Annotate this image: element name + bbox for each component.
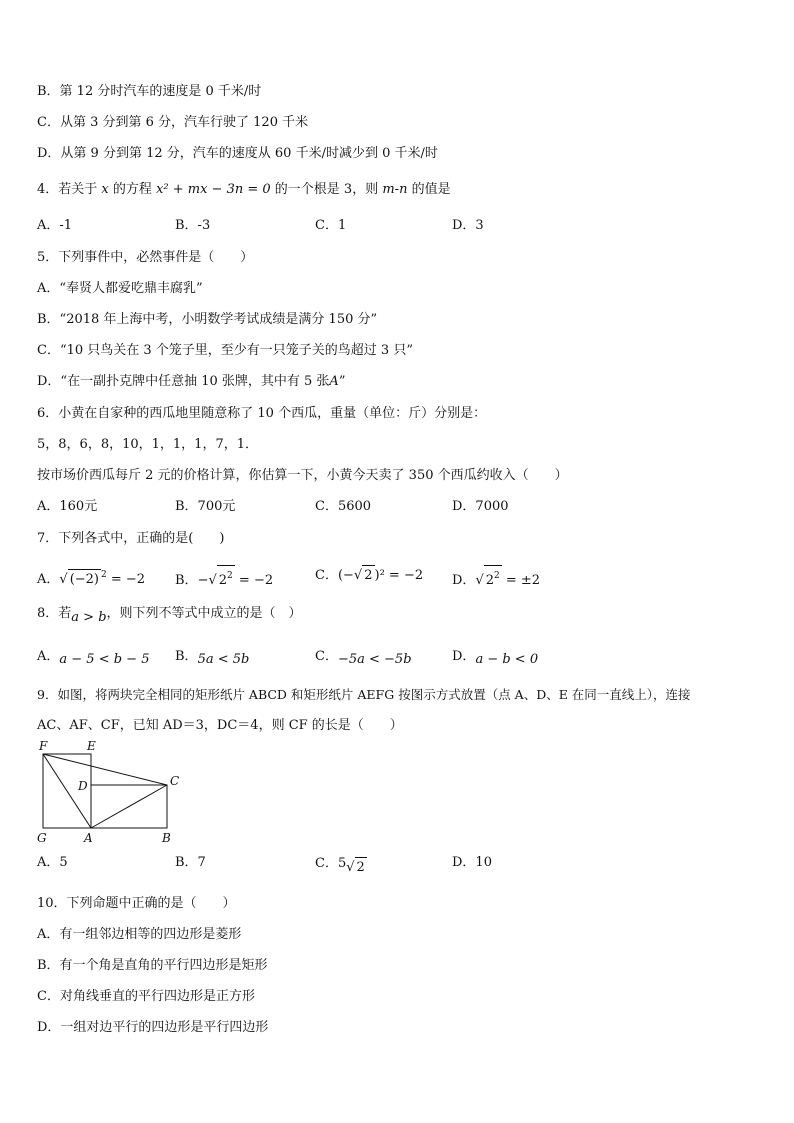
q4-expression: m-n [382,182,408,197]
q6-option-a: A．160元 [37,499,98,514]
q9-option-a: A．5 [37,855,68,870]
q9-option-c [315,853,367,874]
q4-option-c: C．1 [315,218,347,233]
q5-option-d-text: D．“在一副扑克牌中任意抽 10 张牌，其中有 5 张 [37,374,330,389]
q8-option-b [175,647,249,667]
q4-option-b: B．-3 [175,218,211,233]
q9-stem-2: AC、AF、CF，已知 AD＝3，DC＝4，则 CF 的长是（ ） [37,718,403,733]
q7-option-c-rhs: )² = −2 [374,568,424,583]
q9-option-b: B．7 [175,855,206,870]
q7-option-b-radicand: $2^2$ [217,565,235,591]
q4-stem-b: 的方程 [112,182,152,197]
q6-stem-2: 5，8，6，8，10，1，1，1，7，1． [37,437,258,452]
sqrt-icon: √ [353,568,363,583]
q4-var-x: x [101,182,109,197]
q10-stem: 10．下列命题中正确的是（ ） [37,896,236,911]
q7-option-b-pre: − [197,573,209,588]
q8-option-c-expr: −5a < −5b [337,652,412,667]
q8-option-c-label: C． [315,649,338,664]
q6-stem-1: 6．小黄在自家种的西瓜地里随意称了 10 个西瓜，重量（单位：斤）分别是： [37,406,487,421]
q8-option-a-expr: a − 5 < b − 5 [59,652,150,667]
q7-option-d-label: D． [452,573,476,588]
q7-option-a: A．√ (−2) $^2$ = −2 [37,565,145,590]
sqrt-icon: √ [208,573,217,588]
q7-option-a-label: A． [37,572,60,587]
q10-option-a: A．有一组邻边相等的四边形是菱形 [37,927,242,942]
q9-stem-1: 9．如图，将两块完全相同的矩形纸片 ABCD 和矩形纸片 AEFG 按图示方式放置（点 A、D、E 在同一直线上），连接 [37,687,691,702]
q4-stem [37,180,451,200]
q7-option-d-radicand: $2^2$ [484,565,502,591]
q5-option-a: A．“奉贤人都爱吃鼎丰腐乳” [37,281,203,296]
q3-option-c: C．从第 3 分到第 6 分，汽车行驶了 120 千米 [37,115,309,130]
segment-ac [91,785,167,828]
q9-option-c-radicand: 2 [355,857,367,878]
q9-option-c-label: C．5 [315,856,347,871]
q8-option-d-expr: a − b < 0 [475,652,539,667]
q5-option-d-close: ” [338,374,346,389]
q8-stem-a: 8．若 [37,606,72,621]
label-e: E [87,739,96,753]
q7-option-b-label: B． [175,573,198,588]
q8-option-d-label: D． [452,649,476,664]
q7-option-b-rhs: = −2 [238,573,274,588]
q7-option-c-pre: (− [337,568,354,583]
q9-diagram [34,736,184,848]
q3-option-d: D．从第 9 分到第 12 分，汽车的速度从 60 千米/时减少到 0 千米/时 [37,146,438,161]
q7-option-d [452,565,540,591]
q8-option-c [315,647,412,667]
q3-option-b: B．第 12 分时汽车的速度是 0 千米/时 [37,84,262,99]
sqrt-icon: √ [475,573,484,588]
sqrt-icon: √ [346,860,355,875]
label-f: F [39,739,48,753]
q8-condition: a > b [71,610,107,625]
q7-option-a-rhs: = −2 [110,572,146,587]
label-d: D [78,779,88,793]
q8-option-a [37,647,149,667]
q6-option-d: D．7000 [452,499,509,514]
q7-stem: 7．下列各式中，正确的是( ) [37,531,225,546]
q4-stem-a: 4．若关于 [37,182,98,197]
q10-option-d: D．一组对边平行的四边形是平行四边形 [37,1020,269,1035]
q8-option-b-label: B． [175,649,198,664]
q7-option-d-rhs: = ±2 [505,573,541,588]
q4-option-d: D．3 [452,218,484,233]
q4-equation: x² + mx − 3n = 0 [156,182,271,197]
q6-option-b: B．700元 [175,499,236,514]
q7-option-c-label: C． [315,568,338,583]
q10-option-b: B．有一个角是直角的平行四边形是矩形 [37,958,268,973]
q5-stem: 5．下列事件中，必然事件是（ ） [37,250,254,265]
q6-option-c: C．5600 [315,499,372,514]
q7-option-c-radicand: 2 [362,565,374,586]
q4-option-a: A．-1 [37,218,73,233]
q8-stem [37,604,302,624]
q9-option-d: D．10 [452,855,492,870]
label-g: G [37,831,47,845]
q7-option-b [175,565,273,591]
sqrt-icon: √ [59,572,68,587]
q5-option-d-var: A [329,374,339,389]
q7-option-c [315,565,423,586]
q4-stem-c: 的一个根是 3，则 [274,182,379,197]
q8-stem-b: ，则下列不等式中成立的是（ ） [106,606,302,621]
q5-option-c: C．“10 只鸟关在 3 个笼子里，至少有一只笼子关的鸟超过 3 只” [37,343,413,358]
q4-stem-d: 的值是 [411,182,451,197]
segment-fc [43,754,167,785]
q5-option-d [37,372,345,392]
label-c: C [170,774,180,788]
label-a: A [84,831,93,845]
q7-option-a-radicand: (−2) [68,569,101,590]
q8-option-a-label: A． [37,649,60,664]
q8-option-d [452,647,538,667]
q6-stem-3: 按市场价西瓜每斤 2 元的价格计算，你估算一下，小黄今天卖了 350 个西瓜约收入（ ） [37,468,568,483]
label-b: B [162,831,171,845]
q8-option-b-expr: 5a < 5b [197,652,250,667]
q5-option-b: B．“2018 年上海中考，小明数学考试成绩是满分 150 分” [37,312,378,327]
q10-option-c: C．对角线垂直的平行四边形是正方形 [37,989,255,1004]
